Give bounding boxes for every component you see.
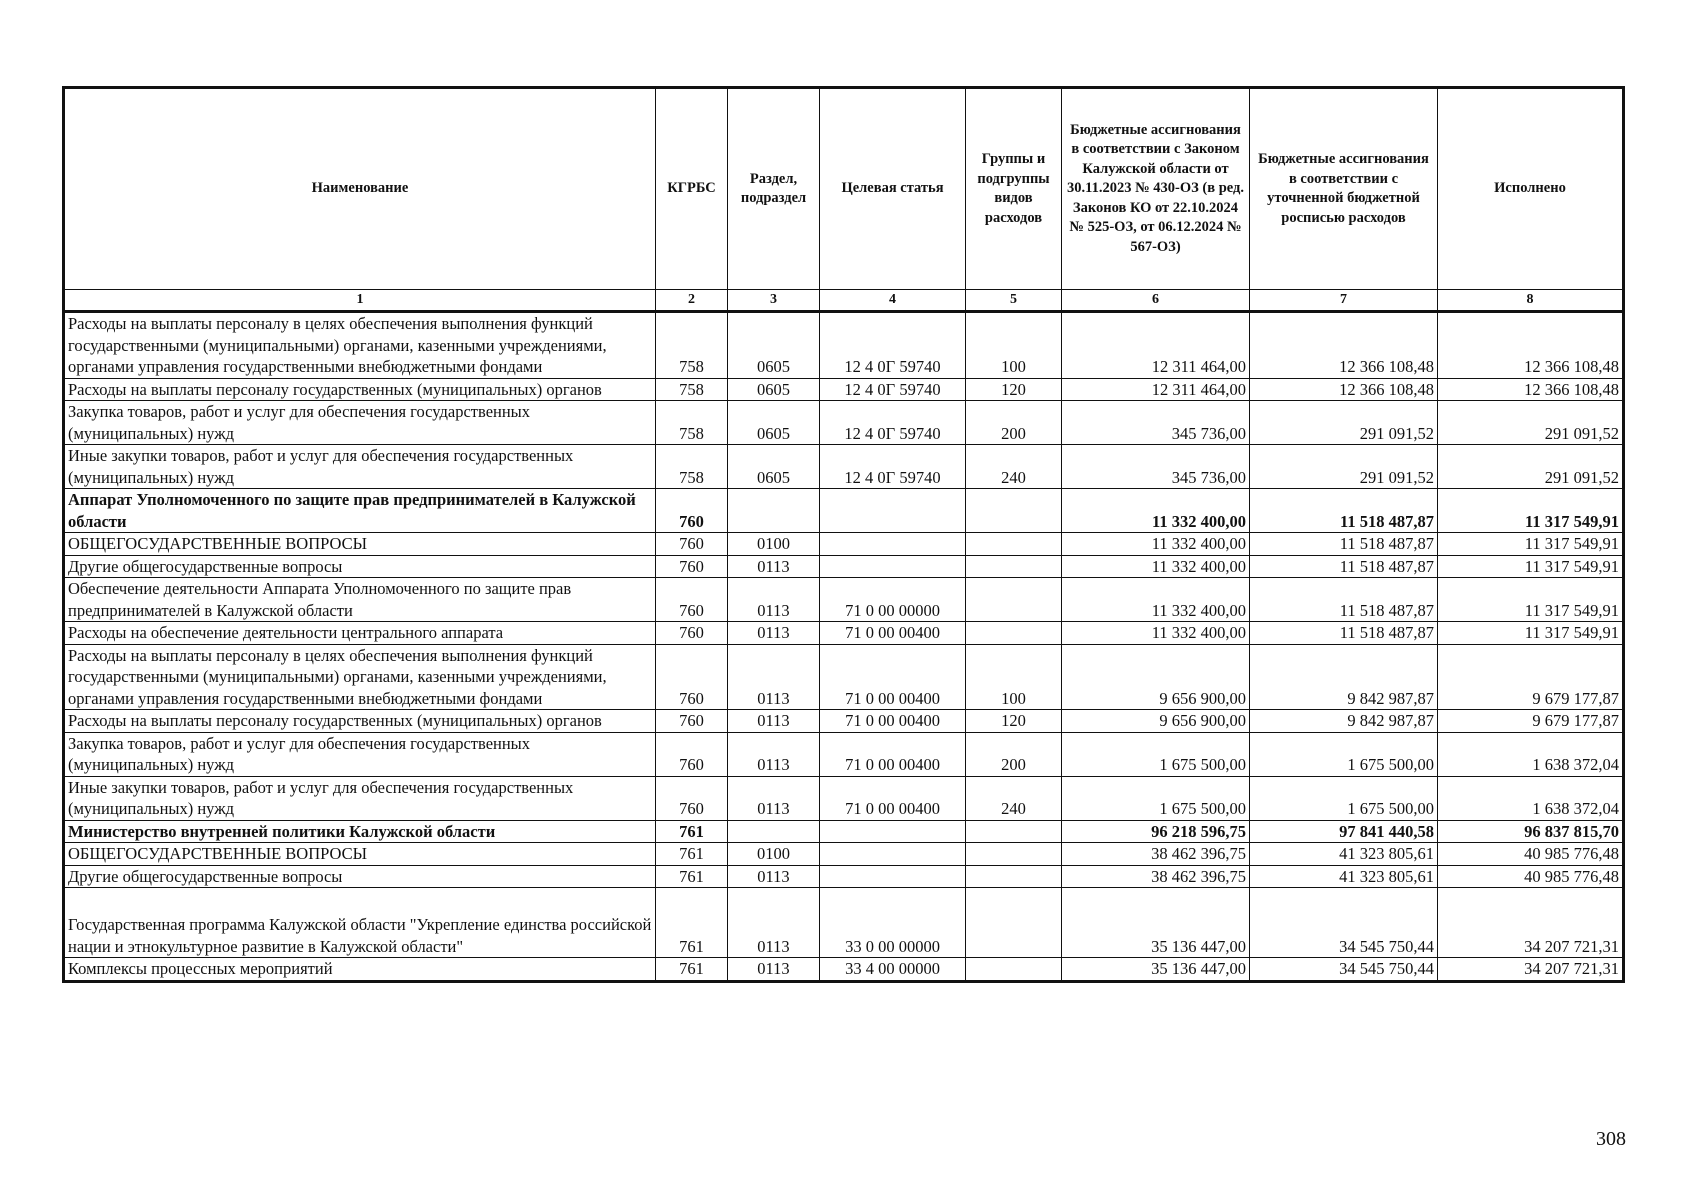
table-row xyxy=(64,555,1624,578)
cell-law-allocation: 1 675 500,00 xyxy=(1062,732,1250,776)
table-row xyxy=(64,710,1624,733)
cell-executed: 96 837 815,70 xyxy=(1438,820,1624,843)
column-number: 3 xyxy=(728,290,820,312)
cell-law-allocation: 11 332 400,00 xyxy=(1062,622,1250,645)
cell-refined-allocation: 11 518 487,87 xyxy=(1250,489,1438,533)
cell-refined-allocation: 11 518 487,87 xyxy=(1250,578,1438,622)
cell-section: 0113 xyxy=(728,865,820,888)
cell-kgrbs: 761 xyxy=(656,865,728,888)
cell-executed: 11 317 549,91 xyxy=(1438,533,1624,556)
cell-group xyxy=(966,555,1062,578)
cell-section: 0113 xyxy=(728,958,820,982)
cell-executed: 9 679 177,87 xyxy=(1438,710,1624,733)
cell-executed: 11 317 549,91 xyxy=(1438,555,1624,578)
budget-table-container xyxy=(62,86,1622,983)
page-number: 308 xyxy=(1596,1128,1626,1150)
table-row xyxy=(64,578,1624,622)
cell-law-allocation: 345 736,00 xyxy=(1062,401,1250,445)
cell-name: Закупка товаров, работ и услуг для обеспечения государственных (муниципальных) нужд xyxy=(64,732,656,776)
cell-target: 12 4 0Г 59740 xyxy=(820,445,966,489)
cell-refined-allocation: 12 366 108,48 xyxy=(1250,312,1438,379)
table-row xyxy=(64,378,1624,401)
cell-group xyxy=(966,865,1062,888)
column-number: 8 xyxy=(1438,290,1624,312)
cell-law-allocation: 11 332 400,00 xyxy=(1062,533,1250,556)
cell-refined-allocation: 34 545 750,44 xyxy=(1250,888,1438,958)
cell-target xyxy=(820,843,966,866)
cell-law-allocation: 35 136 447,00 xyxy=(1062,958,1250,982)
header-name: Наименование xyxy=(64,88,656,290)
budget-table xyxy=(62,86,1625,983)
cell-executed: 40 985 776,48 xyxy=(1438,843,1624,866)
cell-name: Министерство внутренней политики Калужской области xyxy=(64,820,656,843)
cell-refined-allocation: 291 091,52 xyxy=(1250,445,1438,489)
cell-group xyxy=(966,489,1062,533)
table-row xyxy=(64,776,1624,820)
cell-target: 71 0 00 00400 xyxy=(820,622,966,645)
table-body xyxy=(64,312,1624,982)
cell-name: Расходы на выплаты персоналу в целях обеспечения выполнения функций государственными (муниципальными) органами, казенными учреждениями, органами управления государственными внебюджетными фондами xyxy=(64,644,656,710)
cell-section: 0605 xyxy=(728,401,820,445)
cell-executed: 11 317 549,91 xyxy=(1438,622,1624,645)
cell-executed: 1 638 372,04 xyxy=(1438,776,1624,820)
cell-law-allocation: 12 311 464,00 xyxy=(1062,378,1250,401)
cell-refined-allocation: 1 675 500,00 xyxy=(1250,776,1438,820)
cell-section: 0605 xyxy=(728,378,820,401)
cell-executed: 40 985 776,48 xyxy=(1438,865,1624,888)
cell-section: 0100 xyxy=(728,533,820,556)
cell-name: Расходы на выплаты персоналу государственных (муниципальных) органов xyxy=(64,710,656,733)
header-groups: Группы и подгруппы видов расходов xyxy=(966,88,1062,290)
cell-name: Обеспечение деятельности Аппарата Уполномоченного по защите прав предпринимателей в Калужской области xyxy=(64,578,656,622)
table-row xyxy=(64,820,1624,843)
cell-executed: 34 207 721,31 xyxy=(1438,958,1624,982)
cell-section: 0605 xyxy=(728,445,820,489)
cell-executed: 291 091,52 xyxy=(1438,401,1624,445)
cell-section xyxy=(728,489,820,533)
cell-law-allocation: 11 332 400,00 xyxy=(1062,489,1250,533)
cell-refined-allocation: 9 842 987,87 xyxy=(1250,644,1438,710)
cell-target xyxy=(820,533,966,556)
column-number: 7 xyxy=(1250,290,1438,312)
cell-kgrbs: 760 xyxy=(656,644,728,710)
table-row xyxy=(64,644,1624,710)
cell-section: 0113 xyxy=(728,732,820,776)
cell-law-allocation: 9 656 900,00 xyxy=(1062,710,1250,733)
cell-refined-allocation: 9 842 987,87 xyxy=(1250,710,1438,733)
cell-kgrbs: 760 xyxy=(656,710,728,733)
cell-law-allocation: 38 462 396,75 xyxy=(1062,865,1250,888)
cell-group: 120 xyxy=(966,378,1062,401)
cell-group: 240 xyxy=(966,776,1062,820)
cell-executed: 12 366 108,48 xyxy=(1438,378,1624,401)
cell-name: Расходы на обеспечение деятельности центрального аппарата xyxy=(64,622,656,645)
cell-name: ОБЩЕГОСУДАРСТВЕННЫЕ ВОПРОСЫ xyxy=(64,533,656,556)
table-row xyxy=(64,622,1624,645)
cell-target: 12 4 0Г 59740 xyxy=(820,312,966,379)
column-number: 5 xyxy=(966,290,1062,312)
header-target: Целевая статья xyxy=(820,88,966,290)
cell-kgrbs: 760 xyxy=(656,489,728,533)
table-row xyxy=(64,865,1624,888)
cell-law-allocation: 38 462 396,75 xyxy=(1062,843,1250,866)
cell-section: 0113 xyxy=(728,888,820,958)
cell-law-allocation: 11 332 400,00 xyxy=(1062,578,1250,622)
cell-refined-allocation: 41 323 805,61 xyxy=(1250,843,1438,866)
cell-refined-allocation: 12 366 108,48 xyxy=(1250,378,1438,401)
cell-law-allocation: 12 311 464,00 xyxy=(1062,312,1250,379)
cell-target: 71 0 00 00400 xyxy=(820,776,966,820)
cell-target: 12 4 0Г 59740 xyxy=(820,401,966,445)
cell-section: 0113 xyxy=(728,710,820,733)
cell-kgrbs: 760 xyxy=(656,533,728,556)
cell-refined-allocation: 34 545 750,44 xyxy=(1250,958,1438,982)
cell-name: Расходы на выплаты персоналу в целях обеспечения выполнения функций государственными (муниципальными) органами, казенными учреждениями, органами управления государственными внебюджетными фондами xyxy=(64,312,656,379)
cell-name: Комплексы процессных мероприятий xyxy=(64,958,656,982)
cell-refined-allocation: 97 841 440,58 xyxy=(1250,820,1438,843)
cell-section xyxy=(728,820,820,843)
cell-kgrbs: 761 xyxy=(656,958,728,982)
cell-kgrbs: 760 xyxy=(656,555,728,578)
cell-target: 71 0 00 00400 xyxy=(820,732,966,776)
header-section: Раздел, подраздел xyxy=(728,88,820,290)
table-row xyxy=(64,533,1624,556)
table-row xyxy=(64,401,1624,445)
cell-law-allocation: 35 136 447,00 xyxy=(1062,888,1250,958)
table-row xyxy=(64,732,1624,776)
cell-refined-allocation: 1 675 500,00 xyxy=(1250,732,1438,776)
cell-kgrbs: 760 xyxy=(656,732,728,776)
cell-name: Закупка товаров, работ и услуг для обеспечения государственных (муниципальных) нужд xyxy=(64,401,656,445)
table-row xyxy=(64,843,1624,866)
cell-name: Расходы на выплаты персоналу государственных (муниципальных) органов xyxy=(64,378,656,401)
cell-kgrbs: 758 xyxy=(656,378,728,401)
column-number-row xyxy=(64,290,1624,312)
cell-section: 0113 xyxy=(728,644,820,710)
column-number: 1 xyxy=(64,290,656,312)
cell-refined-allocation: 11 518 487,87 xyxy=(1250,555,1438,578)
cell-target: 71 0 00 00400 xyxy=(820,710,966,733)
table-row xyxy=(64,888,1624,958)
cell-kgrbs: 760 xyxy=(656,776,728,820)
cell-refined-allocation: 11 518 487,87 xyxy=(1250,533,1438,556)
cell-law-allocation: 11 332 400,00 xyxy=(1062,555,1250,578)
cell-target xyxy=(820,865,966,888)
cell-kgrbs: 761 xyxy=(656,820,728,843)
cell-law-allocation: 1 675 500,00 xyxy=(1062,776,1250,820)
cell-target xyxy=(820,489,966,533)
table-row xyxy=(64,958,1624,982)
cell-group: 240 xyxy=(966,445,1062,489)
cell-refined-allocation: 11 518 487,87 xyxy=(1250,622,1438,645)
cell-target: 12 4 0Г 59740 xyxy=(820,378,966,401)
cell-kgrbs: 760 xyxy=(656,578,728,622)
cell-group xyxy=(966,622,1062,645)
table-header-row xyxy=(64,88,1624,290)
cell-law-allocation: 9 656 900,00 xyxy=(1062,644,1250,710)
cell-name: Иные закупки товаров, работ и услуг для обеспечения государственных (муниципальных) нужд xyxy=(64,445,656,489)
cell-executed: 12 366 108,48 xyxy=(1438,312,1624,379)
header-executed: Исполнено xyxy=(1438,88,1624,290)
cell-group xyxy=(966,578,1062,622)
cell-kgrbs: 758 xyxy=(656,312,728,379)
cell-refined-allocation: 291 091,52 xyxy=(1250,401,1438,445)
cell-group xyxy=(966,888,1062,958)
cell-name: ОБЩЕГОСУДАРСТВЕННЫЕ ВОПРОСЫ xyxy=(64,843,656,866)
cell-target xyxy=(820,820,966,843)
cell-section: 0100 xyxy=(728,843,820,866)
column-number: 4 xyxy=(820,290,966,312)
cell-kgrbs: 758 xyxy=(656,445,728,489)
cell-group xyxy=(966,958,1062,982)
table-row xyxy=(64,312,1624,379)
cell-law-allocation: 345 736,00 xyxy=(1062,445,1250,489)
cell-group: 100 xyxy=(966,644,1062,710)
cell-target: 71 0 00 00400 xyxy=(820,644,966,710)
cell-kgrbs: 760 xyxy=(656,622,728,645)
cell-group: 200 xyxy=(966,401,1062,445)
cell-target: 71 0 00 00000 xyxy=(820,578,966,622)
cell-executed: 11 317 549,91 xyxy=(1438,489,1624,533)
cell-kgrbs: 758 xyxy=(656,401,728,445)
cell-executed: 9 679 177,87 xyxy=(1438,644,1624,710)
cell-group xyxy=(966,533,1062,556)
cell-group xyxy=(966,820,1062,843)
cell-name: Аппарат Уполномоченного по защите прав предпринимателей в Калужской области xyxy=(64,489,656,533)
cell-target: 33 0 00 00000 xyxy=(820,888,966,958)
cell-section: 0113 xyxy=(728,578,820,622)
cell-executed: 11 317 549,91 xyxy=(1438,578,1624,622)
header-refined-allocations: Бюджетные ассигнования в соответствии с уточненной бюджетной росписью расходов xyxy=(1250,88,1438,290)
cell-section: 0113 xyxy=(728,622,820,645)
column-number: 6 xyxy=(1062,290,1250,312)
column-number: 2 xyxy=(656,290,728,312)
cell-group: 200 xyxy=(966,732,1062,776)
cell-executed: 291 091,52 xyxy=(1438,445,1624,489)
cell-target: 33 4 00 00000 xyxy=(820,958,966,982)
cell-group: 120 xyxy=(966,710,1062,733)
cell-executed: 1 638 372,04 xyxy=(1438,732,1624,776)
cell-section: 0113 xyxy=(728,555,820,578)
cell-name: Другие общегосударственные вопросы xyxy=(64,865,656,888)
header-law-allocations: Бюджетные ассигнования в соответствии с Законом Калужской области от 30.11.2023 № 430-ОЗ (в ред. Законов КО от 22.10.2024 № 525-ОЗ, от 06.12.2024 № 567-ОЗ) xyxy=(1062,88,1250,290)
cell-kgrbs: 761 xyxy=(656,843,728,866)
cell-name: Иные закупки товаров, работ и услуг для обеспечения государственных (муниципальных) нужд xyxy=(64,776,656,820)
cell-name: Государственная программа Калужской области "Укрепление единства российской нации и этнокультурное развитие в Калужской области" xyxy=(64,888,656,958)
table-row xyxy=(64,489,1624,533)
cell-executed: 34 207 721,31 xyxy=(1438,888,1624,958)
cell-section: 0605 xyxy=(728,312,820,379)
cell-kgrbs: 761 xyxy=(656,888,728,958)
cell-section: 0113 xyxy=(728,776,820,820)
cell-law-allocation: 96 218 596,75 xyxy=(1062,820,1250,843)
cell-group: 100 xyxy=(966,312,1062,379)
cell-group xyxy=(966,843,1062,866)
cell-name: Другие общегосударственные вопросы xyxy=(64,555,656,578)
header-kgrbs: КГРБС xyxy=(656,88,728,290)
cell-refined-allocation: 41 323 805,61 xyxy=(1250,865,1438,888)
table-row xyxy=(64,445,1624,489)
cell-target xyxy=(820,555,966,578)
